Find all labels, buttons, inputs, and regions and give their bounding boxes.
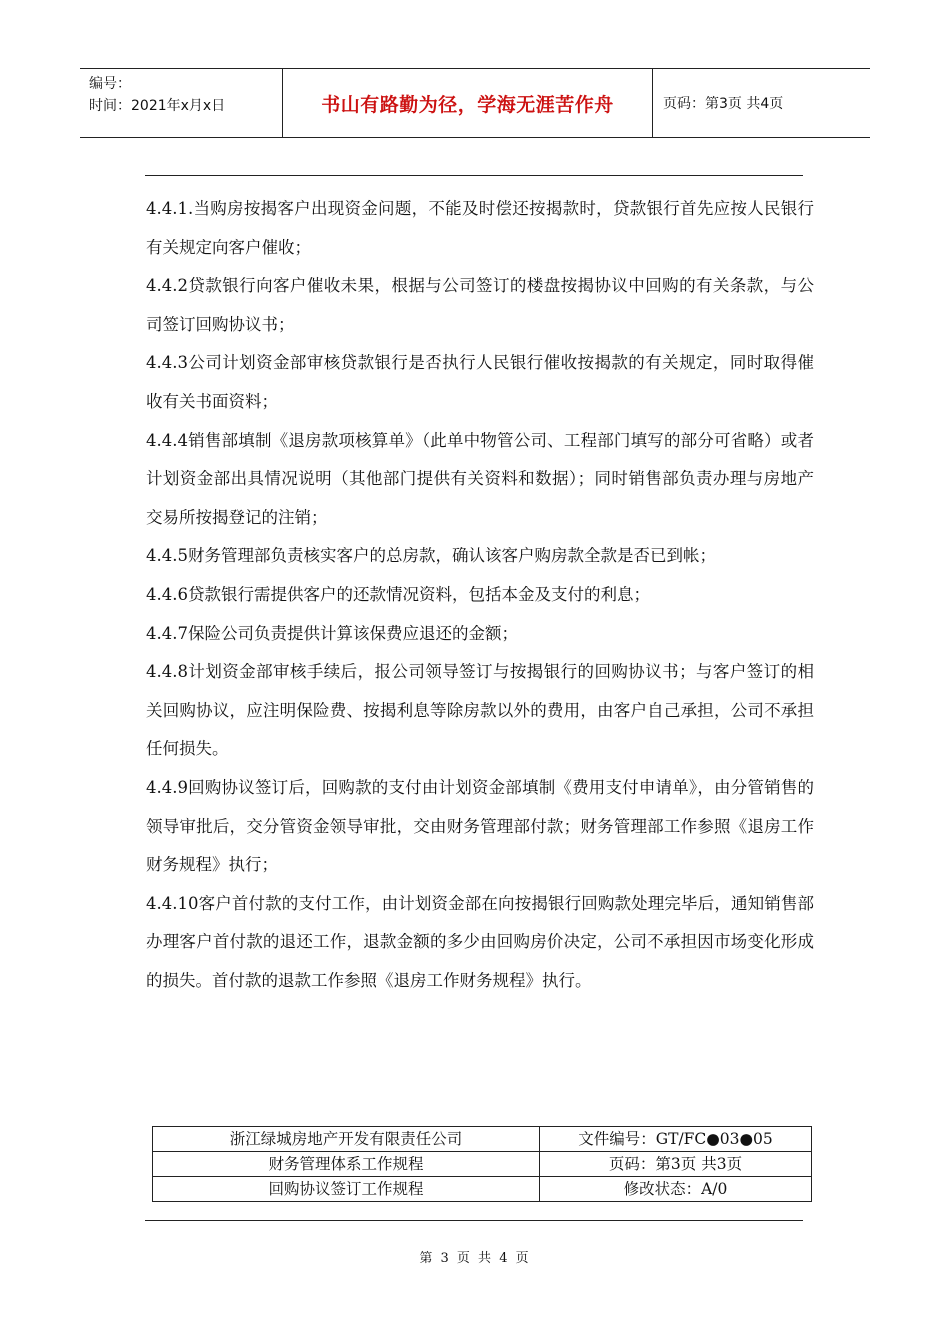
paragraph-4-4-4: 4.4.4销售部填制《退房款项核算单》（此单中物管公司、工程部门填写的部分可省略）或者计划资金部出具情况说明（其他部门提供有关资料和数据）；同时销售部负责办理与房地产交易所按揭登记的注销； [146, 430, 814, 527]
page-footer: 第 3 页 共 4 页 [419, 1251, 531, 1266]
paragraph-4-4-1: 4.4.1.当购房按揭客户出现资金问题，不能及时偿还按揭款时，贷款银行首先应按人民银行有关规定向客户催收； [146, 199, 814, 257]
paragraph-4-4-8: 4.4.8计划资金部审核手续后，报公司领导签订与按揭银行的回购协议书；与客户签订的相关回购协议，应注明保险费、按揭利息等除房款以外的费用，由客户自己承担，公司不承担任何损失。 [146, 662, 814, 759]
header-meta [80, 69, 283, 137]
page-info-text: 页码：第3页 共4页 [663, 96, 784, 112]
procedure-name-cell: 回购协议签订工作规程 [153, 1177, 540, 1202]
bottom-divider [145, 1220, 803, 1221]
paragraph-4-4-5: 4.4.5财务管理部负责核实客户的总房款，确认该客户购房款全款是否已到帐； [146, 546, 716, 566]
page-count-cell: 页码：第3页 共3页 [540, 1152, 812, 1177]
top-divider [145, 175, 803, 176]
motto-text: 书山有路勤为径，学海无涯苦作舟 [321, 93, 614, 116]
revision-status-cell: 修改状态：A/0 [540, 1177, 812, 1202]
date-label: 时间：2021年x月x日 [89, 98, 226, 114]
paragraph-4-4-9: 4.4.9回购协议签订后，回购款的支付由计划资金部填制《费用支付申请单》，由分管销售的领导审批后，交分管资金领导审批，交由财务管理部付款；财务管理部工作参照《退房工作财务规程》执行； [146, 777, 814, 875]
doc-number-label: 编号： [89, 76, 131, 92]
paragraph-4-4-10: 4.4.10客户首付款的支付工作，由计划资金部在向按揭银行回购款处理完毕后，通知销售部办理客户首付款的退还工作，退款金额的多少由回购房价决定，公司不承担因市场变化形成的损失。首付款的退款工作参照《退房工作财务规程》执行。 [146, 893, 814, 990]
header-motto-cell [283, 69, 653, 137]
paragraph-4-4-6: 4.4.6贷款银行需提供客户的还款情况资料，包括本金及支付的利息； [146, 584, 650, 604]
page-header [80, 68, 870, 138]
paragraph-4-4-7: 4.4.7保险公司负责提供计算该保费应退还的金额； [146, 623, 518, 643]
header-page-info [653, 69, 870, 137]
doc-number-cell: 文件编号：GT/FC●03●05 [540, 1127, 812, 1152]
document-info-table [152, 1126, 812, 1202]
document-body [146, 190, 814, 1000]
paragraph-4-4-3: 4.4.3公司计划资金部审核贷款银行是否执行人民银行催收按揭款的有关规定，同时取得催收有关书面资料； [146, 353, 814, 411]
system-name-cell: 财务管理体系工作规程 [153, 1152, 540, 1177]
paragraph-4-4-2: 4.4.2贷款银行向客户催收未果，根据与公司签订的楼盘按揭协议中回购的有关条款，与公司签订回购协议书； [146, 276, 814, 334]
company-name-cell: 浙江绿城房地产开发有限责任公司 [153, 1127, 540, 1152]
